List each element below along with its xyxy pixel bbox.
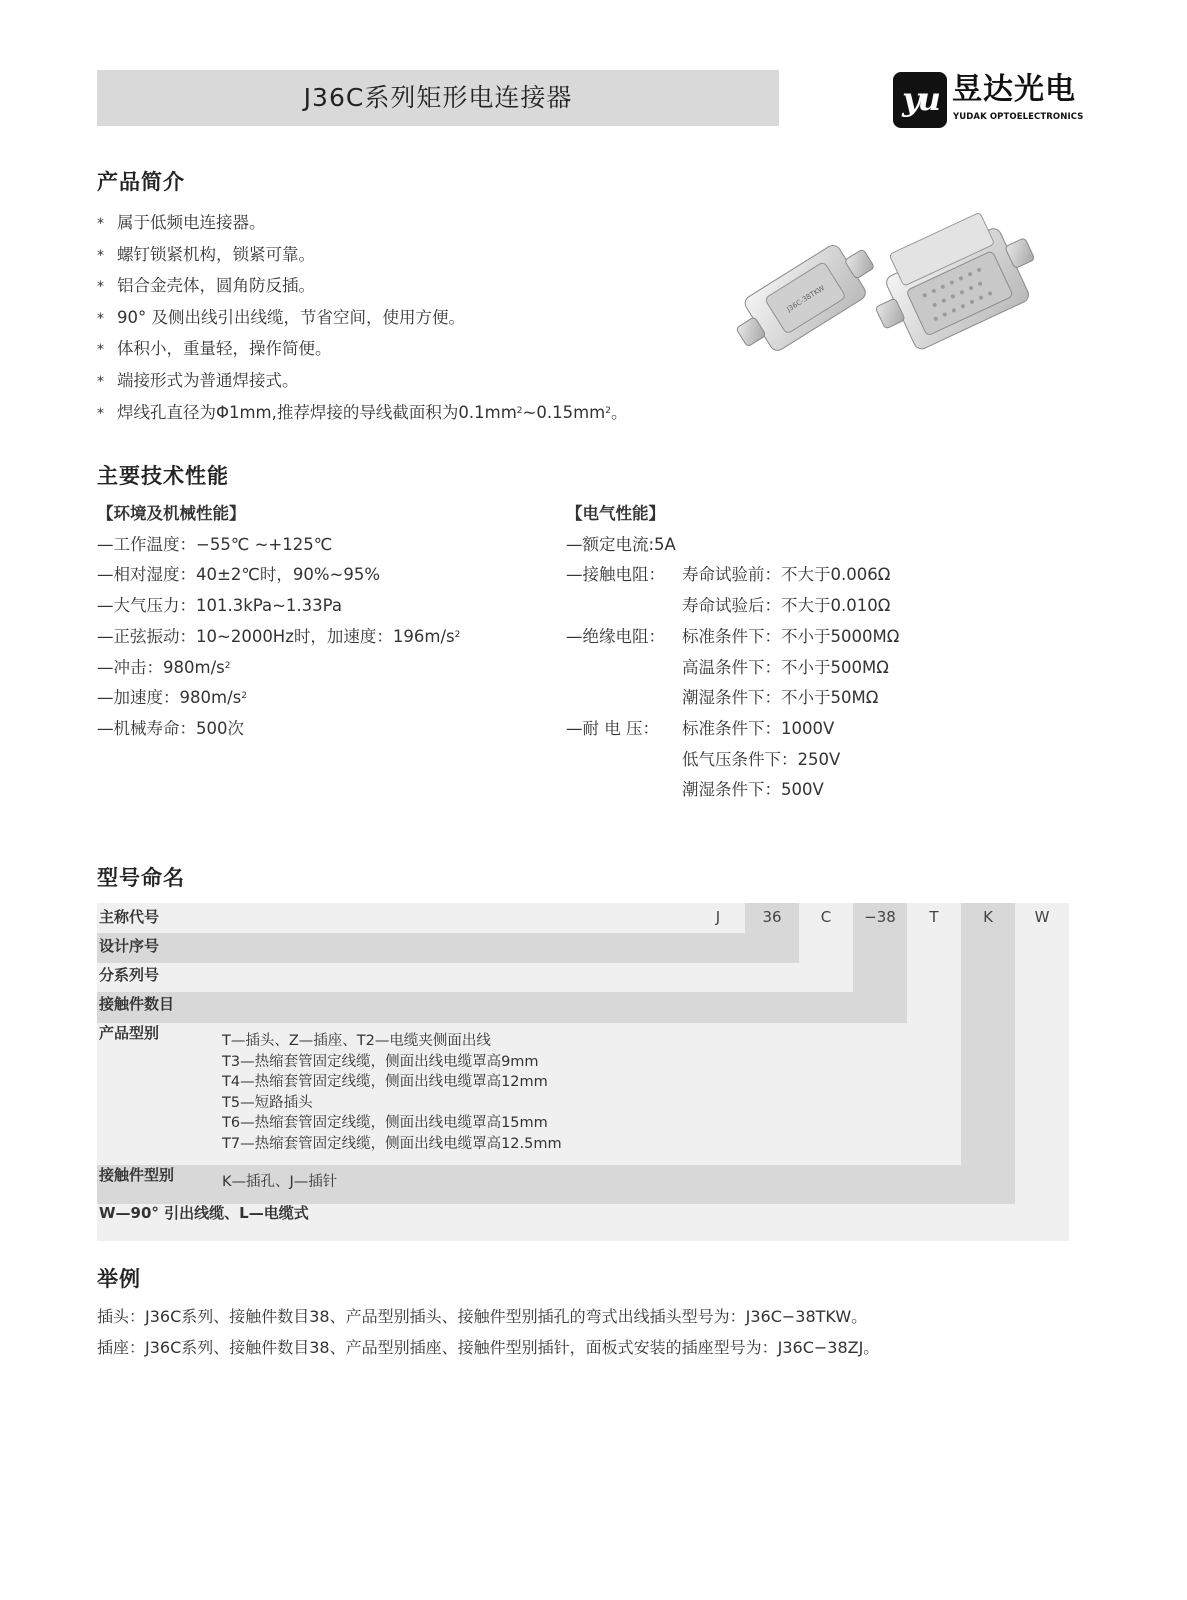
spec-item: —绝缘电阻： 标准条件下：不小于5000MΩ xyxy=(566,626,900,646)
mechanical-specs xyxy=(97,499,460,745)
spec-item: —耐 电 压： 标准条件下：1000V xyxy=(566,718,835,738)
example-heading: 举例 xyxy=(97,1267,141,1291)
row-label-design: 设计序号 xyxy=(99,937,160,955)
naming-heading: 型号命名 xyxy=(97,866,185,890)
electrical-heading: 【电气性能】 xyxy=(566,504,665,523)
product-type-item: T5—短路插头 xyxy=(222,1094,313,1111)
code-contact-count: −38 xyxy=(864,908,896,926)
intro-item: * 端接形式为普通焊接式。 xyxy=(97,370,299,390)
naming-shade xyxy=(961,903,1015,1204)
code-main: J xyxy=(715,908,721,926)
company-logo-name: 昱达光电 xyxy=(952,72,1076,107)
intro-item: * 螺钉锁紧机构，锁紧可靠。 xyxy=(97,244,315,264)
spec-item: —机械寿命：500次 xyxy=(97,718,244,738)
intro-item: * 属于低频电连接器。 xyxy=(97,213,266,232)
intro-heading: 产品简介 xyxy=(97,170,185,194)
row-label-main: 主称代号 xyxy=(99,908,160,926)
electrical-specs xyxy=(566,499,899,806)
svg-text:J36C-38TKW: J36C-38TKW xyxy=(785,284,827,314)
spec-item: —正弦振动：10~2000Hz时，加速度：$196m/s^2$ xyxy=(97,626,461,646)
connector-product-image xyxy=(722,205,1037,395)
row-label-contact-type: 接触件型别 xyxy=(99,1166,175,1184)
mechanical-heading: 【环境及机械性能】 xyxy=(97,504,246,523)
spec-item: 低气压条件下：250V xyxy=(682,749,841,769)
spec-item: —接触电阻： 寿命试验前：不大于0.006Ω xyxy=(566,565,891,585)
spec-item: —加速度：$980m/s^2$ xyxy=(97,688,247,708)
company-logo-english: YUDAK OPTOELECTRONICS xyxy=(953,112,1084,122)
spec-item: —工作温度：−55℃ ~+125℃ xyxy=(97,534,333,554)
code-series: C xyxy=(820,908,832,926)
product-type-item: T7—热缩套管固定线缆，侧面出线电缆罩高12.5mm xyxy=(222,1135,562,1152)
product-type-item: T6—热缩套管固定线缆，侧面出线电缆罩高15mm xyxy=(222,1115,548,1132)
spec-item: 寿命试验后：不大于0.010Ω xyxy=(682,596,891,616)
product-type-item: T3—热缩套管固定线缆，侧面出线电缆罩高9mm xyxy=(222,1053,539,1070)
naming-shade xyxy=(97,933,799,963)
product-type-list xyxy=(222,1031,562,1155)
spec-item: 潮湿条件下：500V xyxy=(682,780,824,800)
spec-item: —额定电流:5A xyxy=(566,534,676,554)
specs-heading: 主要技术性能 xyxy=(97,464,229,488)
code-product-type: T xyxy=(929,908,939,926)
code-contact-type: K xyxy=(983,908,993,926)
example-line: 插座：J36C系列、接触件数目38、产品型别插座、接触件型别插针，面板式安装的插座型号为：J36C−38ZJ。 xyxy=(97,1338,880,1357)
spec-item: 高温条件下：不小于500MΩ xyxy=(682,657,889,677)
example-line: 插头：J36C系列、接触件数目38、产品型别插头、接触件型别插孔的弯式出线插头型号为：J36C−38TKW。 xyxy=(97,1307,868,1326)
intro-item: * 体积小，重量轻，操作简便。 xyxy=(97,339,332,359)
naming-shade xyxy=(97,992,907,1023)
company-logo-mark: yu xyxy=(893,72,947,128)
intro-item: * 焊线孔直径为Φ1mm,推荐焊接的导线截面积为$0.1mm^2\sim 0.15mm^2$。 xyxy=(97,402,628,422)
spec-item: —相对湿度：40±2℃时，90%~95% xyxy=(97,565,381,585)
product-type-item: T4—热缩套管固定线缆，侧面出线电缆罩高12mm xyxy=(222,1074,548,1091)
intro-item: * 90° 及侧出线引出线缆，节省空间，使用方便。 xyxy=(97,307,465,327)
code-design: 36 xyxy=(762,908,782,926)
spec-item: 潮湿条件下：不小于50MΩ xyxy=(682,688,879,708)
page-title: J36C系列矩形电连接器 xyxy=(303,83,573,112)
row-label-outlet: W—90° 引出线缆、L—电缆式 xyxy=(99,1204,309,1222)
intro-item: * 铝合金壳体，圆角防反插。 xyxy=(97,276,315,296)
code-outlet: W xyxy=(1034,908,1050,926)
spec-item: —大气压力：101.3kPa~1.33Pa xyxy=(97,596,342,616)
row-label-series: 分系列号 xyxy=(99,966,160,984)
spec-item: —冲击：$980m/s^2$ xyxy=(97,657,231,677)
contact-type-value: K—插孔、J—插针 xyxy=(222,1174,338,1190)
intro-list xyxy=(97,208,717,429)
row-label-product-type: 产品型别 xyxy=(99,1024,160,1042)
product-type-item: T—插头、Z—插座、T2—电缆夹侧面出线 xyxy=(222,1033,491,1049)
row-label-contact-count: 接触件数目 xyxy=(99,995,175,1013)
